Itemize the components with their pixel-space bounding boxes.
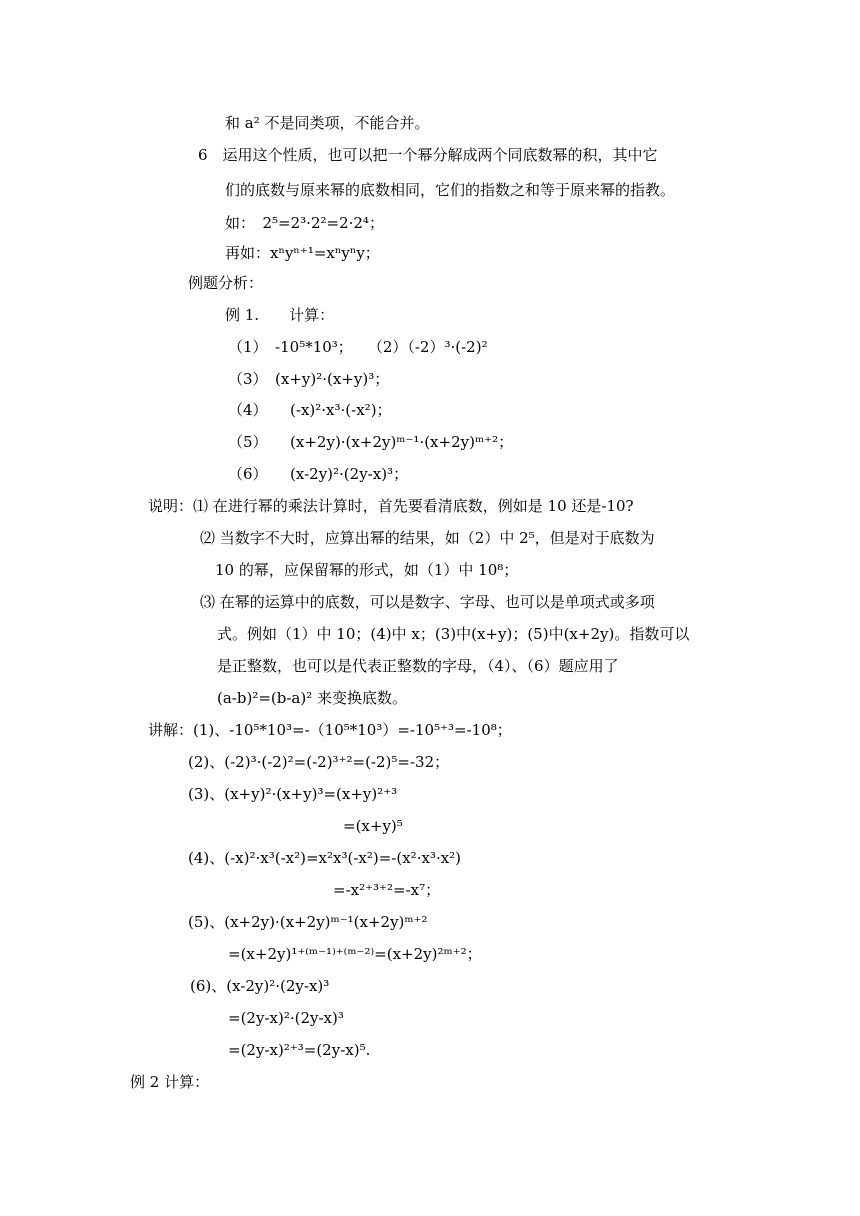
note-line-7: (a-b)²=(b-a)² 来变换底数。 [217,689,407,707]
problem-4: （4） (-x)²·x³·(-x²)； [228,401,392,419]
solution-5-cont: =(x+2y)¹⁺⁽ᵐ⁻¹⁾⁺⁽ᵐ⁻²⁾=(x+2y)²ᵐ⁺²； [228,945,482,963]
text-line-5: 再如：xⁿyⁿ⁺¹=xⁿyⁿy； [225,244,380,262]
solution-1: 讲解：(1)、-10⁵*10³=-（10⁵*10³）=-10⁵⁺³=-10⁸； [148,721,512,739]
text-line-2: 6 运用这个性质，也可以把一个幂分解成两个同底数幂的积，其中它 [198,146,658,164]
text-line-1: 和 a² 不是同类项，不能合并。 [225,114,430,132]
example-1-heading: 例 1. 计算： [225,306,335,324]
note-line-1: 说明：⑴ 在进行幂的乘法计算时，首先要看清底数，例如是 10 还是-10? [148,497,634,515]
problem-1-2: （1） -10⁵*10³； （2）（-2）³·(-2)² [228,338,488,356]
note-line-6: 是正整数，也可以是代表正整数的字母，（4）、（6）题应用了 [217,657,619,675]
solution-6: (6)、(x-2y)²·(2y-x)³ [190,977,330,995]
solution-3: (3)、(x+y)²·(x+y)³=(x+y)²⁺³ [188,785,398,803]
solution-5: (5)、(x+2y)·(x+2y)ᵐ⁻¹(x+2y)ᵐ⁺² [188,913,428,931]
note-line-3: 10 的幂，应保留幂的形式，如（1）中 10⁸； [215,561,519,579]
solution-6-cont-2: =(2y-x)²⁺³=(2y-x)⁵. [228,1041,371,1059]
problem-3: （3） (x+y)²·(x+y)³； [228,370,390,388]
example-2-heading: 例 2 计算： [130,1073,210,1091]
solution-6-cont-1: =(2y-x)²·(2y-x)³ [228,1009,344,1027]
solution-2: (2)、(-2)³·(-2)²=(-2)³⁺²=(-2)⁵=-32； [188,753,450,771]
solution-4: (4)、(-x)²·x³(-x²)=x²x³(-x²)=-(x²·x³·x²) [188,849,462,867]
text-line-3: 们的底数与原来幂的底数相同，它们的指数之和等于原来幂的指教。 [225,181,676,199]
note-line-2: ⑵ 当数字不大时，应算出幂的结果，如（2）中 2⁵，但是对于底数为 [200,529,655,547]
note-line-5: 式。例如（1）中 10；(4)中 x；(3)中(x+y)；(5)中(x+2y)。指数可以 [217,625,690,643]
problem-6: （6） (x-2y)²·(2y-x)³； [228,465,409,483]
section-heading-examples: 例题分析： [188,274,264,292]
solution-4-cont: =-x²⁺³⁺²=-x⁷； [333,881,441,899]
note-line-4: ⑶ 在幂的运算中的底数，可以是数字、字母、也可以是单项式或多项 [200,593,655,611]
problem-5: （5） (x+2y)·(x+2y)ᵐ⁻¹·(x+2y)ᵐ⁺²； [228,433,514,451]
text-line-4: 如： 2⁵=2³·2²=2·2⁴； [225,214,384,232]
solution-3-cont: =(x+y)⁵ [343,817,403,835]
